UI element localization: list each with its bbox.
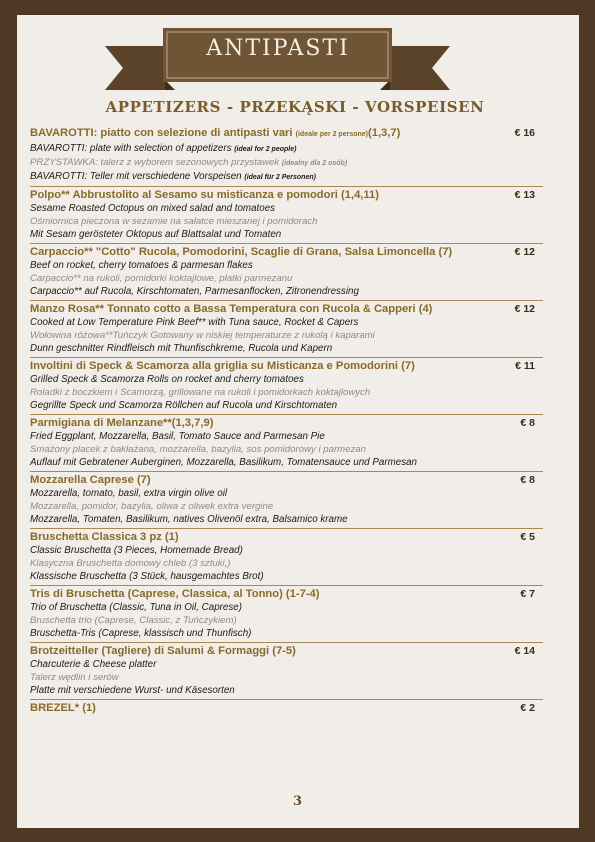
item-name: Manzo Rosa** Tonnato cotto a Bassa Temperatura con Rucola & Capperi (4) xyxy=(30,303,433,315)
item-price: € 12 xyxy=(514,303,535,315)
item-desc-en: BAVAROTTI: plate with selection of appetizers (ideal for 2 people) xyxy=(30,143,297,154)
item-desc-en: Mozzarella, tomato, basil, extra virgin olive oil xyxy=(30,488,228,499)
item-price: € 16 xyxy=(514,127,535,139)
item-name: Mozzarella Caprese (7) xyxy=(30,474,151,486)
item-desc-en: Grilled Speck & Scamorza Rolls on rocket and cherry tomatoes xyxy=(30,374,304,385)
item-desc-de: Gegrillte Speck und Scamorza Röllchen auf Rucola und Kirschtomaten xyxy=(30,400,338,411)
item-desc-de: Klassische Bruschetta (3 Stück, hausgemachtes Brot) xyxy=(30,571,264,582)
item-desc-pl: Wołowina różowa**Tuńczyk Gotowany w niskiej temperaturze z rukolą i kaparami xyxy=(30,330,375,341)
item-price: € 8 xyxy=(520,417,535,429)
item-price: € 12 xyxy=(514,246,535,258)
item-name: Tris di Bruschetta (Caprese, Classica, al Tonno) (1-7-4) xyxy=(30,588,320,600)
menu-item xyxy=(30,187,543,244)
item-desc-en: Classic Bruschetta (3 Pieces, Homemade Bread) xyxy=(30,545,243,556)
item-desc-en: Beef on rocket, cherry tomatoes & parmesan flakes xyxy=(30,260,253,271)
item-desc-pl: Talerz wędlin i serów xyxy=(30,672,119,683)
item-desc-pl: Bruschetta trio (Caprese, Classic, z Tuńczykiem) xyxy=(30,615,237,626)
menu-item xyxy=(30,358,543,415)
item-desc-de: Mit Sesam gerösteter Oktopus auf Blattsalat und Tomaten xyxy=(30,229,282,240)
menu-item xyxy=(30,301,543,358)
page-number: 3 xyxy=(292,794,303,809)
item-price: € 13 xyxy=(514,189,535,201)
item-price: € 2 xyxy=(520,702,535,714)
item-desc-en: Trio of Bruschetta (Classic, Tuna in Oil, Caprese) xyxy=(30,602,242,613)
item-price: € 14 xyxy=(514,645,535,657)
item-desc-en: Sesame Roasted Octopus on mixed salad and tomatoes xyxy=(30,203,276,214)
item-desc-pl: Klasyczna Bruschetta domowy chleb (3 sztuki,) xyxy=(30,558,231,569)
item-name: Carpaccio** "Cotto" Rucola, Pomodorini, Scaglie di Grana, Salsa Limoncella (7) xyxy=(30,246,453,258)
section-subtitle: APPETIZERS - PRZEKĄSKI - VORSPEISEN xyxy=(105,98,485,116)
item-desc-de: Bruschetta-Tris (Caprese, klassisch und Thunfisch) xyxy=(30,628,252,639)
item-desc-de: BAVAROTTI: Teller mit verschiedene Vorspeisen (ideal für 2 Personen) xyxy=(30,171,316,182)
item-desc-pl: PRZYSTAWKA: talerz z wyborem sezonowych przystawek (idealny dla 2 osób) xyxy=(30,157,348,168)
item-desc-de: Auflauf mit Gebratener Auberginen, Mozzarella, Basilikum, Tomatensauce und Parmesan xyxy=(30,457,417,468)
item-name: BAVAROTTI: piatto con selezione di antipasti vari (ideale per 2 persone)(1,3,7) xyxy=(30,127,401,139)
item-name: Involtini di Speck & Scamorza alla griglia su Misticanza e Pomodorini (7) xyxy=(30,360,415,372)
item-name: Parmigiana di Melanzane**(1,3,7,9) xyxy=(30,417,214,429)
item-price: € 7 xyxy=(520,588,535,600)
item-desc-pl: Smażony placek z bakłażana, mozzarella, bazylia, sos pomidorowy i parmezan xyxy=(30,444,366,455)
item-desc-de: Mozzarella, Tomaten, Basilikum, natives Olivenöl extra, Balsamico krame xyxy=(30,514,348,525)
item-name: Polpo** Abbrustolito al Sesamo su misticanza e pomodori (1,4,11) xyxy=(30,189,379,201)
item-desc-pl: Mozzarella, pomidor, bazylia, oliwa z oliwek extra vergine xyxy=(30,501,274,512)
menu-item xyxy=(30,586,543,643)
item-desc-pl: Roladki z boczkiem i Scamorzą, grillowane na rukoli i pomidorkach koktajlowych xyxy=(30,387,371,398)
menu-item xyxy=(30,244,543,301)
menu-list xyxy=(30,125,543,717)
item-desc-en: Fried Eggplant, Mozzarella, Basil, Tomato Sauce and Parmesan Pie xyxy=(30,431,325,442)
item-name: Brotzeitteller (Tagliere) di Salumi & Formaggi (7-5) xyxy=(30,645,296,657)
item-desc-en: Cooked at Low Temperature Pink Beef** with Tuna sauce, Rocket & Capers xyxy=(30,317,359,328)
item-desc-de: Dunn geschnitter Rindfleisch mit Thunfischkreme, Rucola und Kapern xyxy=(30,343,333,354)
menu-item xyxy=(30,472,543,529)
menu-item xyxy=(30,700,543,717)
item-name: BREZEL* (1) xyxy=(30,702,96,714)
item-desc-pl: Carpaccio** na rukoli, pomidorki koktajlowe, płatki parmezanu xyxy=(30,273,293,284)
item-price: € 8 xyxy=(520,474,535,486)
item-desc-en: Charcuterie & Cheese platter xyxy=(30,659,157,670)
item-desc-de: Platte mit verschiedene Wurst- und Käsesorten xyxy=(30,685,235,696)
menu-item xyxy=(30,643,543,700)
item-price: € 5 xyxy=(520,531,535,543)
item-desc-pl: Ośmiornica pieczona w sezamie na sałatce mieszanej i pomidorach xyxy=(30,216,318,227)
banner-title: ANTIPASTI xyxy=(206,36,350,61)
item-price: € 11 xyxy=(515,360,535,372)
menu-item xyxy=(30,415,543,472)
item-desc-de: Carpaccio** auf Rucola, Kirschtomaten, Parmesanflocken, Zitronendressing xyxy=(30,286,359,297)
item-name: Bruschetta Classica 3 pz (1) xyxy=(30,531,179,543)
menu-item xyxy=(30,529,543,586)
menu-item xyxy=(30,125,543,187)
